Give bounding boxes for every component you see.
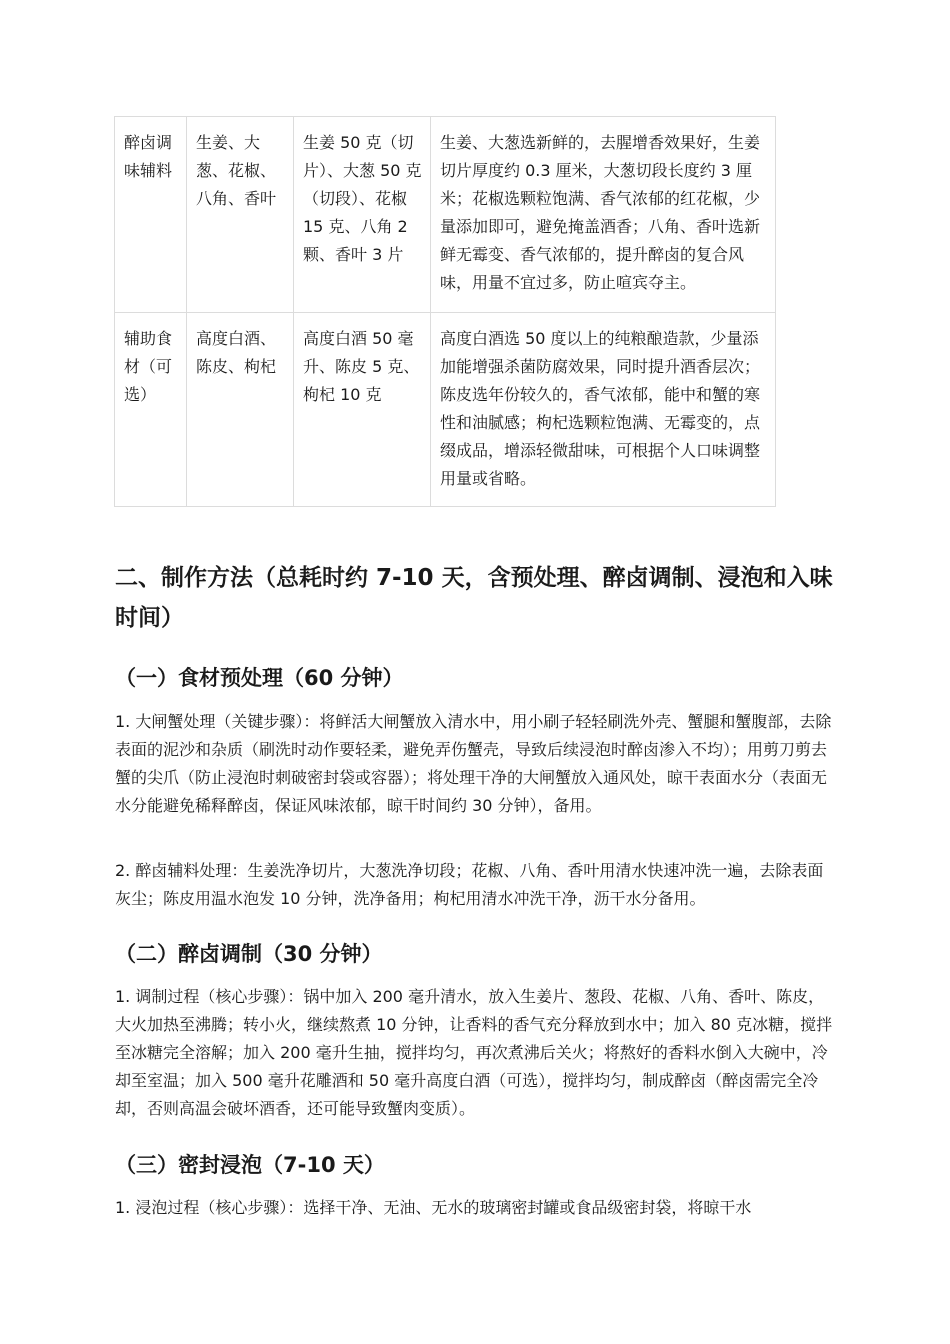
table-cell-items: 生姜、大葱、花椒、八角、香叶 [187, 117, 294, 313]
table-cell-notes: 生姜、大葱选新鲜的，去腥增香效果好，生姜切片厚度约 0.3 厘米，大葱切段长度约 3 厘米；花椒选颗粒饱满、香气浓郁的红花椒，少量添加即可，避免掩盖酒香；八角、香叶选新鲜无霉变、香气浓郁的，提升醉卤的复合风味，用量不宜过多，防止喧宾夺主。 [431, 117, 776, 313]
paragraph-crab-processing: 1. 大闸蟹处理（关键步骤）：将鲜活大闸蟹放入清水中，用小刷子轻轻刷洗外壳、蟹腿和蟹腹部，去除表面的泥沙和杂质（刷洗时动作要轻柔，避免弄伤蟹壳，导致后续浸泡时醉卤渗入不均）；用剪刀剪去蟹的尖爪（防止浸泡时刺破密封袋或容器）；将处理干净的大闸蟹放入通风处，晾干表面水分（表面无水分能避免稀释醉卤，保证风味浓郁，晾干时间约 30 分钟），备用。 [115, 712, 832, 815]
table-row [115, 117, 776, 313]
table-cell-amount: 高度白酒 50 毫升、陈皮 5 克、枸杞 10 克 [294, 313, 431, 507]
table-cell-amount: 生姜 50 克（切片）、大葱 50 克（切段）、花椒 15 克、八角 2 颗、香叶 3 片 [294, 117, 431, 313]
table-cell-category: 辅助食材（可选） [115, 313, 187, 507]
paragraph-soaking-process: 1. 浸泡过程（核心步骤）：选择干净、无油、无水的玻璃密封罐或食品级密封袋，将晾干水 [115, 1198, 752, 1217]
subsection-heading-brine: （二）醉卤调制（30 分钟） [115, 942, 383, 966]
subsection-heading-preprocessing: （一）食材预处理（60 分钟） [115, 666, 404, 690]
paragraph-brine-process: 1. 调制过程（核心步骤）：锅中加入 200 毫升清水，放入生姜片、葱段、花椒、八角、香叶、陈皮，大火加热至沸腾；转小火，继续熬煮 10 分钟，让香料的香气充分释放到水中；加入 80 克冰糖，搅拌至冰糖完全溶解；加入 200 毫升生抽，搅拌均匀，再次煮沸后关火；将熬好的香料水倒入大碗中，冷却至室温；加入 500 毫升花雕酒和 50 毫升高度白酒（可选），搅拌均匀，制成醉卤（醉卤需完全冷却，否则高温会破坏酒香，还可能导致蟹肉变质）。 [115, 987, 833, 1118]
table-cell-category: 醉卤调味辅料 [115, 117, 187, 313]
ingredients-table [114, 116, 776, 507]
table-cell-notes: 高度白酒选 50 度以上的纯粮酿造款，少量添加能增强杀菌防腐效果，同时提升酒香层次；陈皮选年份较久的，香气浓郁，能中和蟹的寒性和油腻感；枸杞选颗粒饱满、无霉变的，点缀成品，增添轻微甜味，可根据个人口味调整用量或省略。 [431, 313, 776, 507]
paragraph-seasoning-processing: 2. 醉卤辅料处理：生姜洗净切片，大葱洗净切段；花椒、八角、香叶用清水快速冲洗一遍，去除表面灰尘；陈皮用温水泡发 10 分钟，洗净备用；枸杞用清水冲洗干净，沥干水分备用。 [115, 861, 824, 908]
table-cell-items: 高度白酒、陈皮、枸杞 [187, 313, 294, 507]
table-row [115, 313, 776, 507]
subsection-heading-soaking: （三）密封浸泡（7-10 天） [115, 1153, 385, 1177]
section-heading-method: 二、制作方法（总耗时约 7-10 天，含预处理、醉卤调制、浸泡和入味时间） [115, 565, 833, 631]
